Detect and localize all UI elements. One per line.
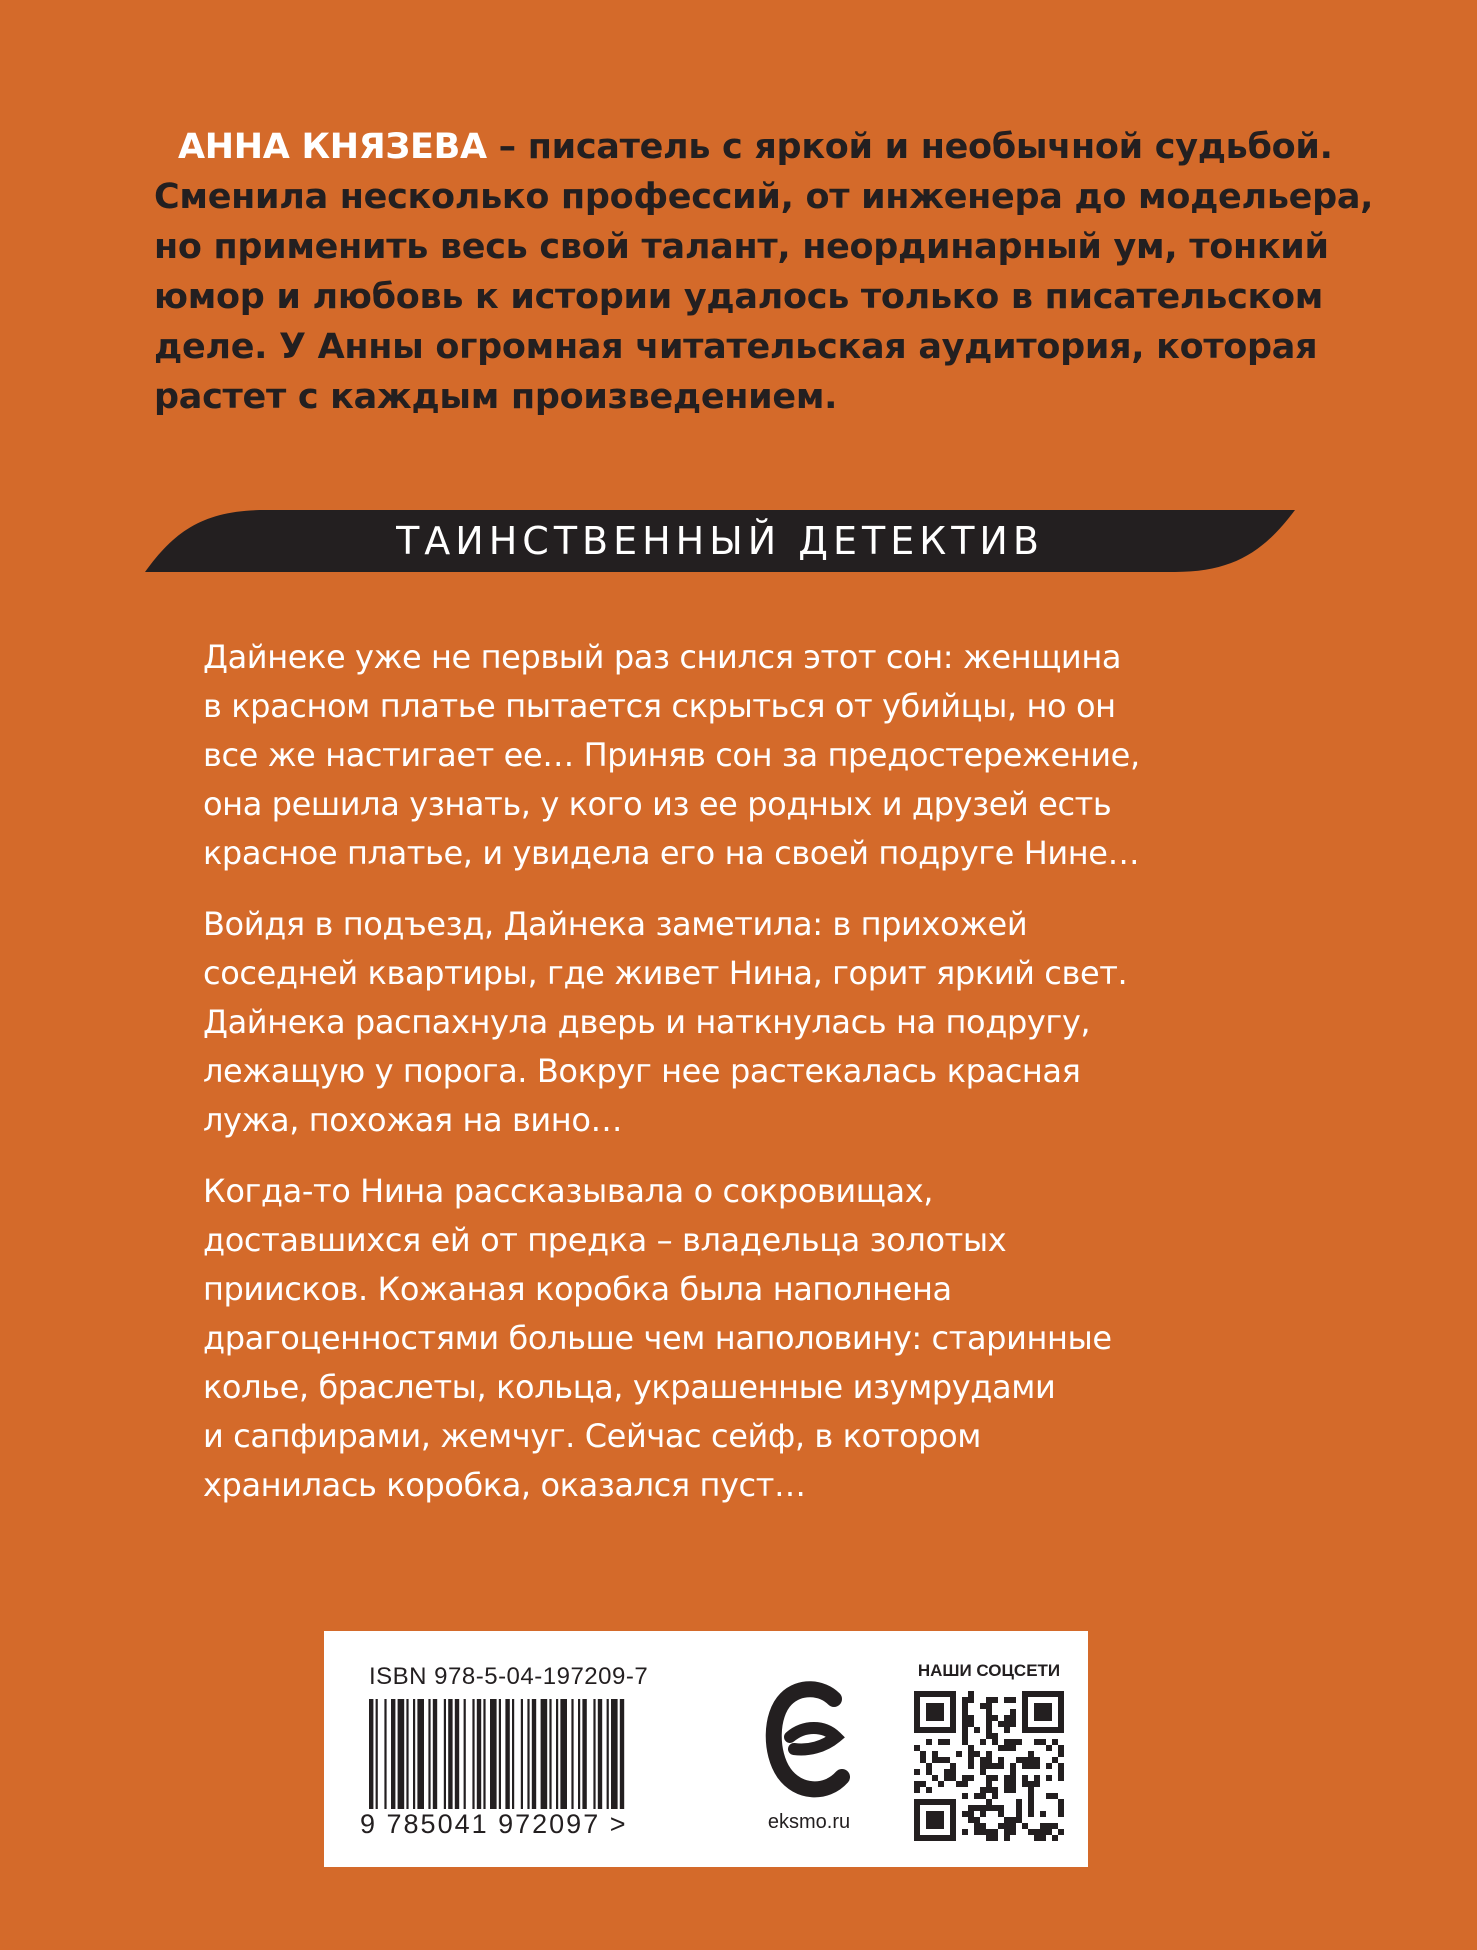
genre-banner bbox=[145, 510, 1295, 572]
annotation-line: Дайнеке уже не первый раз снился этот сон: женщина bbox=[203, 638, 1122, 676]
annotation-line: лужа, похожая на вино… bbox=[203, 1101, 623, 1139]
author-bio-line: растет с каждым произведением. bbox=[154, 377, 838, 417]
annotation-line: и сапфирами, жемчуг. Сейчас сейф, в котором bbox=[203, 1417, 981, 1455]
annotation-paragraph-3 bbox=[203, 1167, 1323, 1510]
author-bio-text: – писатель с яркой и необычной судьбой. bbox=[498, 127, 1333, 167]
publisher-site: eksmo.ru bbox=[767, 1811, 851, 1833]
author-bio-line: деле. У Анны огромная читательская аудитория, которая bbox=[154, 327, 1318, 367]
eksmo-logo-icon bbox=[764, 1681, 854, 1801]
annotation-line: соседней квартиры, где живет Нина, горит яркий свет. bbox=[203, 954, 1128, 992]
annotation-paragraph-1 bbox=[203, 633, 1323, 878]
annotation-line: колье, браслеты, кольца, украшенные изумрудами bbox=[203, 1368, 1056, 1406]
author-bio-line: Сменила несколько профессий, от инженера до модельера, bbox=[154, 177, 1374, 217]
qr-code-icon bbox=[914, 1691, 1064, 1841]
annotation-line: драгоценностями больше чем наполовину: старинные bbox=[203, 1319, 1112, 1357]
annotation-line: красное платье, и увидела его на своей подруге Нине… bbox=[203, 834, 1140, 872]
annotation-line: Когда-то Нина рассказывала о сокровищах, bbox=[203, 1172, 934, 1210]
social-label: НАШИ СОЦСЕТИ bbox=[917, 1661, 1061, 1680]
annotation-line: в красном платье пытается скрыться от убийцы, но он bbox=[203, 687, 1116, 725]
annotation-line: Войдя в подъезд, Дайнека заметила: в прихожей bbox=[203, 905, 1028, 943]
author-bio-line-1 bbox=[178, 122, 1333, 172]
isbn-label: ISBN 978-5-04-197209-7 bbox=[369, 1663, 649, 1690]
author-bio-line: но применить весь свой талант, неординарный ум, тонкий bbox=[154, 227, 1329, 267]
barcode-icon bbox=[369, 1699, 699, 1814]
author-bio-line: юмор и любовь к истории удалось только в писательском bbox=[154, 277, 1324, 317]
annotation-paragraph-2 bbox=[203, 900, 1323, 1145]
barcode-digits: 9 785041 972097 > bbox=[360, 1809, 628, 1839]
book-annotation bbox=[203, 633, 1323, 1532]
annotation-line: Дайнека распахнула дверь и наткнулась на подругу, bbox=[203, 1003, 1091, 1041]
annotation-line: доставшихся ей от предка – владельца золотых bbox=[203, 1221, 1007, 1259]
annotation-line: лежащую у порога. Вокруг нее растекалась красная bbox=[203, 1052, 1081, 1090]
genre-title: ТАИНСТВЕННЫЙ ДЕТЕКТИВ bbox=[396, 519, 1044, 563]
annotation-line: хранилась коробка, оказался пуст… bbox=[203, 1466, 806, 1504]
annotation-line: все же настигает ее… Приняв сон за предостережение, bbox=[203, 736, 1140, 774]
author-name: АННА КНЯЗЕВА bbox=[178, 127, 487, 167]
isbn-panel bbox=[324, 1631, 1088, 1867]
annotation-line: она решила узнать, у кого из ее родных и друзей есть bbox=[203, 785, 1112, 823]
author-bio bbox=[154, 122, 1374, 422]
annotation-line: приисков. Кожаная коробка была наполнена bbox=[203, 1270, 952, 1308]
